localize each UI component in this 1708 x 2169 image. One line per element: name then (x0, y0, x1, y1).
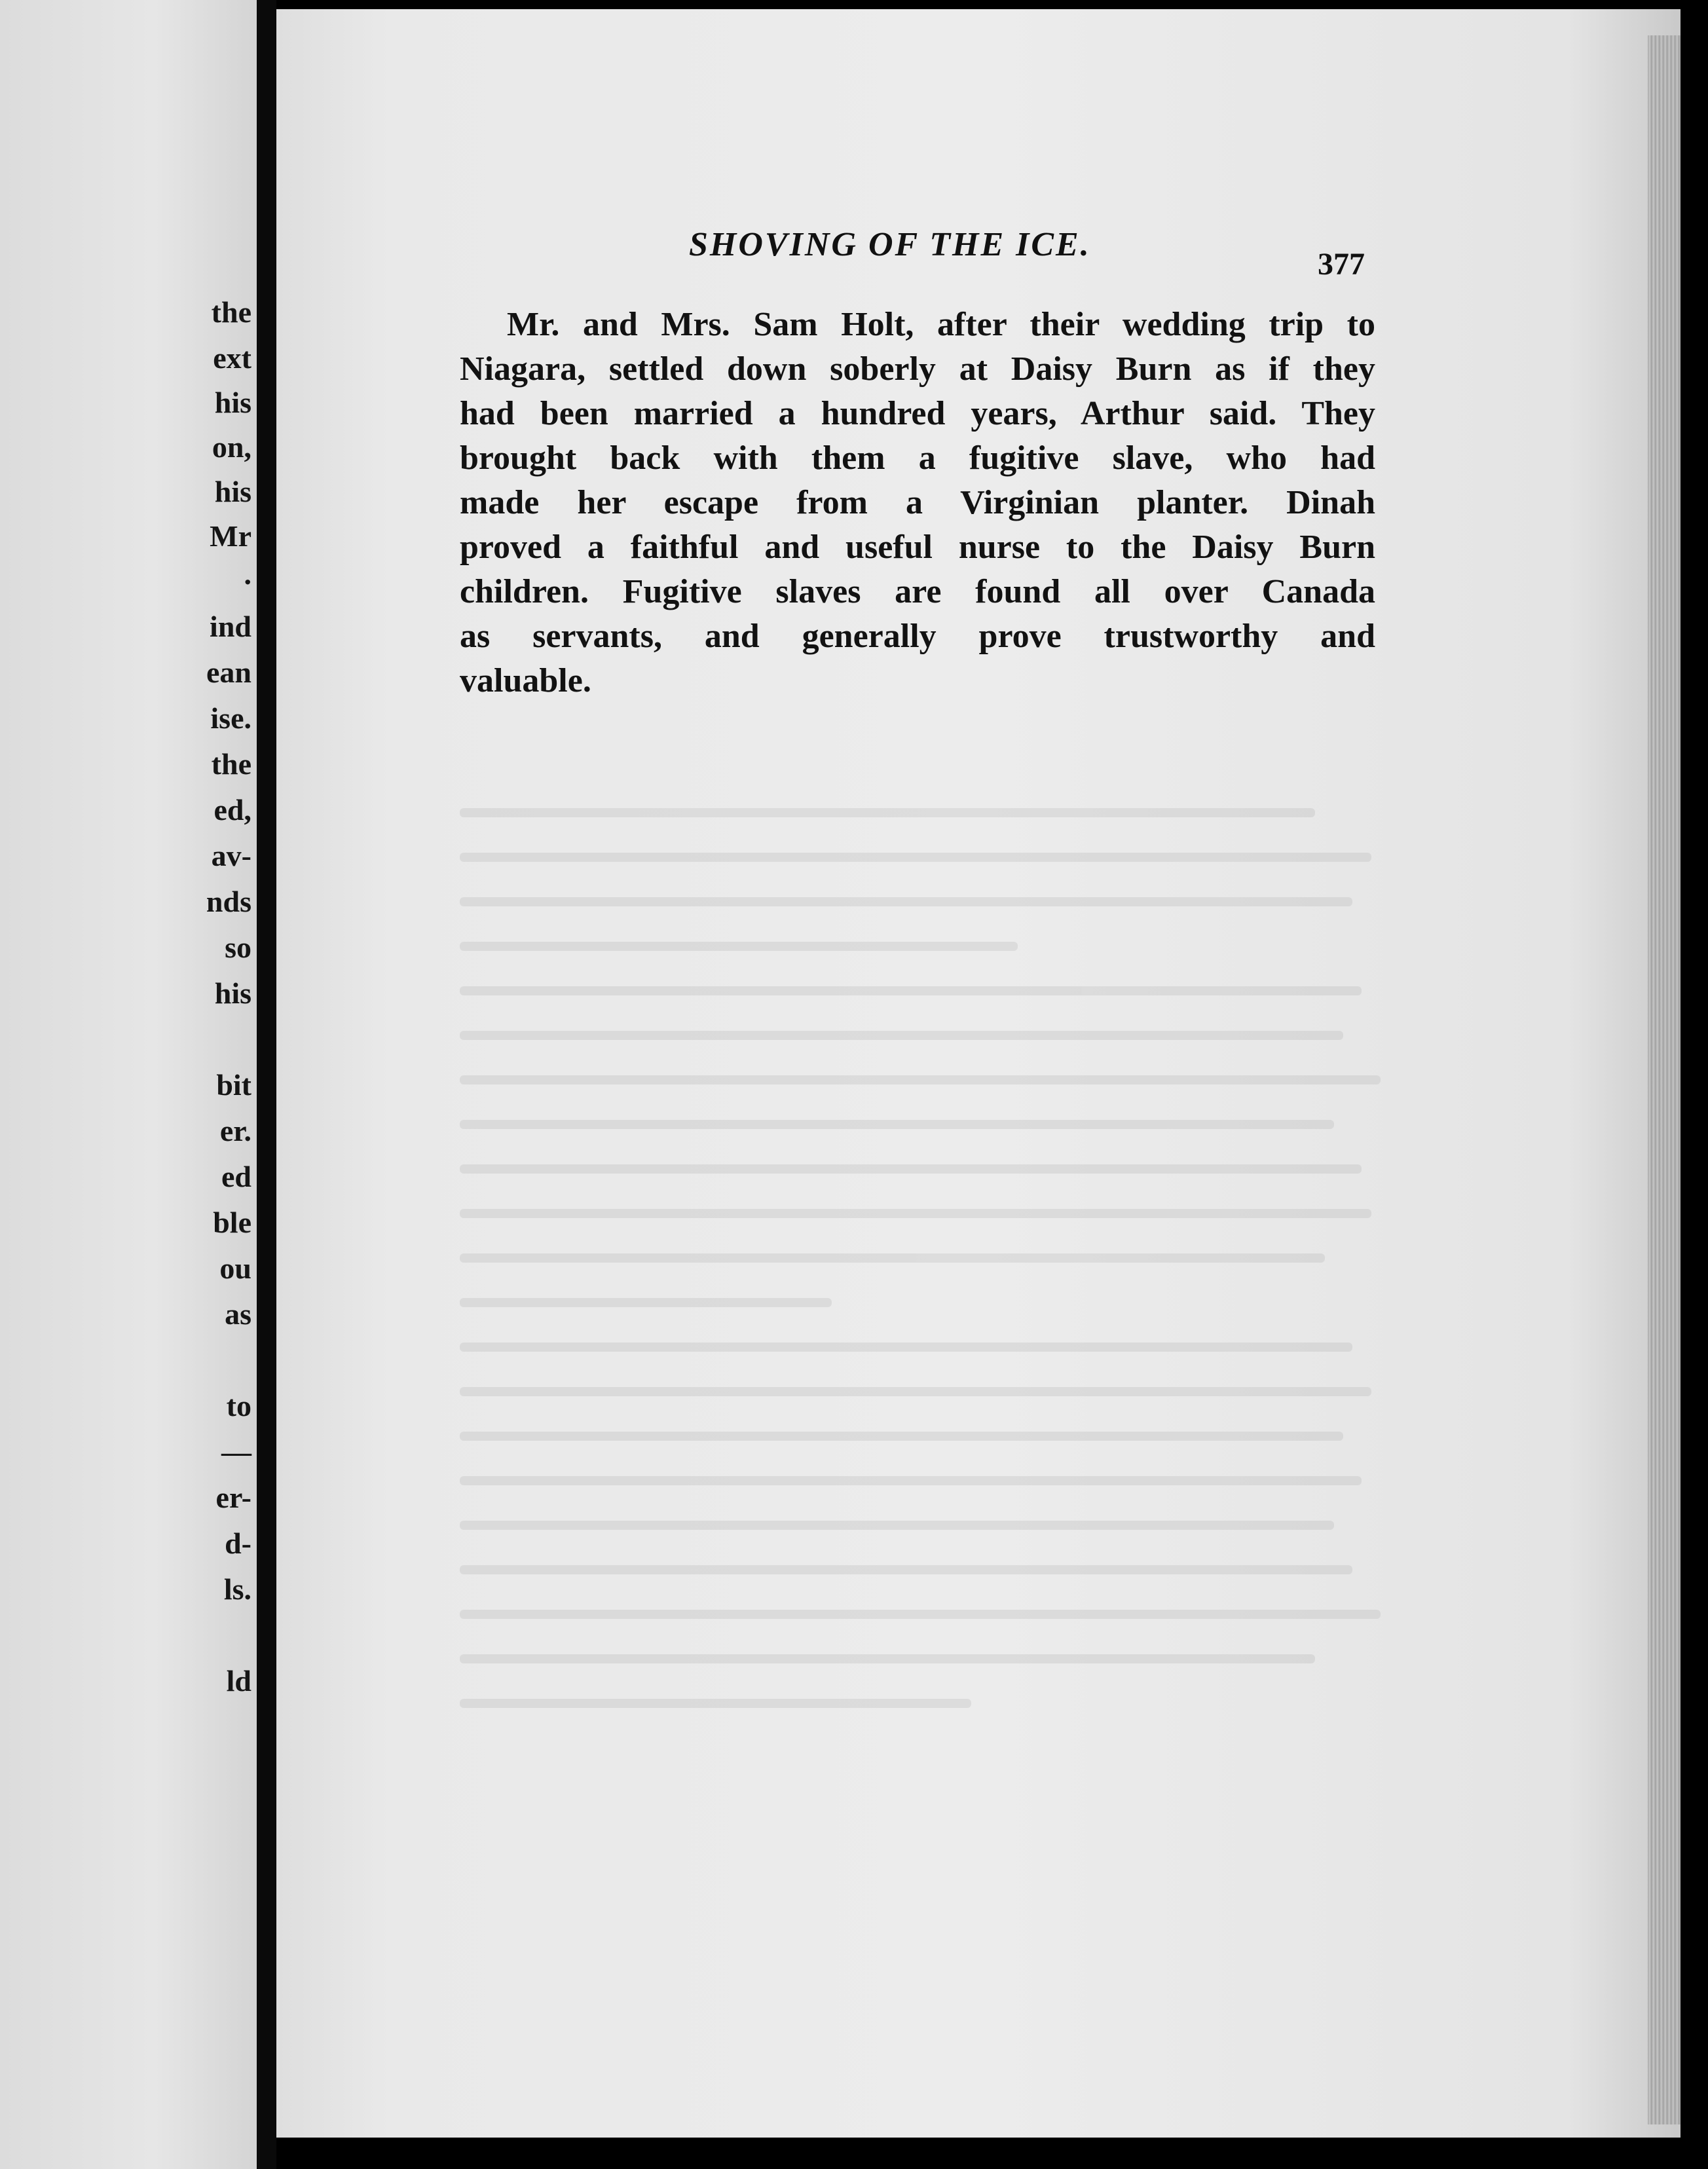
body-paragraph (460, 303, 1375, 703)
left-page-fragment: so (225, 931, 251, 964)
page-number: 377 (1318, 247, 1365, 282)
left-page-fragment: ble (213, 1206, 251, 1239)
left-page-fragment: — (221, 1435, 251, 1468)
left-page-fragment: ed, (214, 793, 251, 826)
left-page-fragment: his (214, 475, 251, 508)
page-edge (1648, 35, 1680, 2124)
left-page-fragment: ind (210, 610, 251, 643)
paragraph-line: Niagara, settled down soberly at Daisy Burn as if they (460, 350, 1375, 388)
running-head: SHOVING OF THE ICE. (689, 226, 1091, 263)
left-page-fragment: er. (219, 1114, 251, 1147)
left-page-fragment: his (214, 976, 251, 1010)
left-page-fragment: ld (226, 1664, 251, 1697)
left-page-fragment: ls. (223, 1572, 251, 1606)
left-page-fragment: to (226, 1389, 251, 1422)
left-page-fragment: on, (212, 430, 251, 464)
paragraph-line: made her escape from a Virginian planter. Dinah (460, 484, 1375, 521)
left-page-fragment: the (211, 295, 251, 329)
left-page-fragment: ou (219, 1251, 251, 1285)
left-page-fragment: nds (206, 885, 251, 918)
paragraph-line: proved a faithful and useful nurse to the Daisy Burn (460, 528, 1375, 566)
paragraph-line: children. Fugitive slaves are found all over Canada (460, 573, 1375, 610)
paragraph-line: as servants, and generally prove trustworthy and (460, 618, 1375, 655)
paragraph-line: had been married a hundred years, Arthur said. They (460, 395, 1375, 432)
paragraph-line: brought back with them a fugitive slave, who had (460, 439, 1375, 477)
left-page-fragment: . (244, 557, 251, 591)
left-page-fragment: av- (211, 839, 251, 872)
left-page-fragment: ean (206, 656, 251, 689)
left-page-fragment: ext (213, 341, 251, 375)
paragraph-line: Mr. and Mrs. Sam Holt, after their wedding trip to (507, 306, 1375, 343)
paragraph-line: valuable. (460, 662, 591, 699)
left-page-fragment: the (211, 747, 251, 781)
book-gutter (257, 0, 276, 2169)
left-page-fragment: Mr (210, 519, 251, 553)
bleed-through-texture (460, 808, 1390, 1830)
left-facing-page (0, 0, 257, 2169)
left-page-fragment: er- (215, 1481, 251, 1514)
book-page (276, 9, 1680, 2138)
left-page-fragment: d- (225, 1527, 251, 1560)
left-page-fragment: bit (216, 1068, 251, 1102)
left-page-fragment: his (214, 386, 251, 419)
left-page-fragment: ise. (210, 701, 251, 735)
left-page-fragment: as (225, 1297, 251, 1331)
left-page-fragment: ed (221, 1160, 251, 1193)
